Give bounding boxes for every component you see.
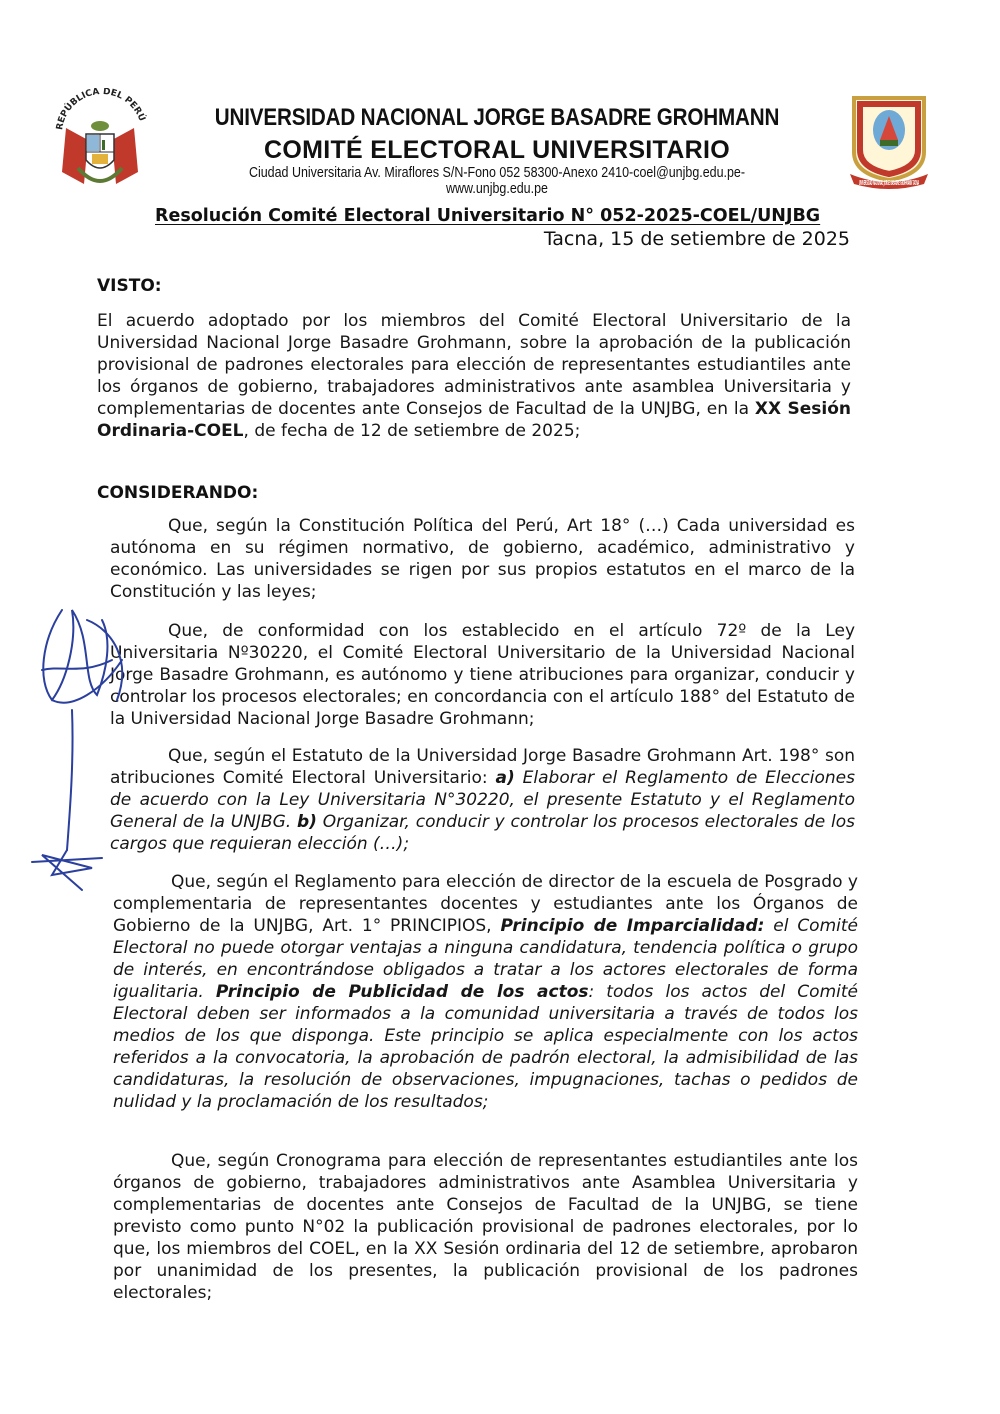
considerando-paragraph-1: Que, según la Constitución Política del Perú, Art 18° (…) Cada universidad es autónoma en su régimen normativo, de gobierno, académico, administrativo y económico. Las universidades se rigen por sus propios estatutos en el marco de la Constitución y las leyes; [110,516,855,602]
visto-paragraph: El acuerdo adoptado por los miembros del Comité Electoral Universitario de la Universidad Nacional Jorge Basadre Grohmann, sobre la aprobación de la publicación provisional de padrones electorales para elección de representantes estudiantiles ante los órganos de gobierno, trabajadores administrativos ante asamblea Universitaria y complementarias de docentes ante Consejos de Facultad de la UNJBG, en la XX Sesión Ordinaria-COEL, de fecha de 12 de setiembre de 2025; [97,311,851,441]
handwritten-signature [22,600,142,900]
institution-name: UNIVERSIDAD NACIONAL JORGE BASADRE GROHMANN [214,104,780,131]
university-seal-icon [846,86,932,190]
seal-left-text: REPÚBLICA DEL PERÚ [55,88,147,131]
considerando-paragraph-5: Que, según Cronograma para elección de representantes estudiantiles ante los órganos de gobierno, trabajadores administrativos ante Asamblea Universitaria y complementarias de docentes ante Consejos de Facultad de la UNJBG, se tiene previsto como punto N°02 la publicación provisional de padrones electorales, por lo que, los miembros del COEL, en la XX Sesión ordinaria del 12 de setiembre, aprobaron por unanimidad de los presentes, la publicación provisional de los padrones electorales; [113,1151,858,1303]
resolution-title: Resolución Comité Electoral Universitario N° 052-2025-COEL/UNJBG [155,206,821,226]
committee-name: COMITÉ ELECTORAL UNIVERSITARIO [264,136,730,164]
considerando-paragraph-2: Que, de conformidad con los establecido en el artículo 72º de la Ley Universitaria Nº30220, el Comité Electoral Universitario de la Universidad Nacional Jorge Basadre Grohmann, es autónomo y tiene atribuciones para organizar, conducir y controlar los procesos electorales; en concordancia con el artículo 188° del Estatuto de la Universidad Nacional Jorge Basadre Grohmann; [110,621,855,729]
considerando-paragraph-3: Que, según el Estatuto de la Universidad Jorge Basadre Grohmann Art. 198° son atribuciones Comité Electoral Universitario: a) Elaborar el Reglamento de Elecciones de acuerdo con la Ley Universitaria N°30220, el presente Estatuto y el Reglamento General de la UNJBG. b) Organizar, conducir y controlar los procesos electorales de los cargos que requieran elección (…); [110,746,855,854]
address-line: Ciudad Universitaria Av. Miraflores S/N-Fono 052 58300-Anexo 2410-coel@unjbg.edu.pe-www.unjbg.edu.pe [248,165,746,197]
visto-heading: VISTO: [97,276,162,296]
resolution-date: Tacna, 15 de setiembre de 2025 [543,228,850,250]
session-bold-text: XX Sesión Ordinaria-COEL [97,399,851,441]
seal-right-text: UNIVERSIDAD NACIONAL JORGE BASADRE GROHMANN TACNA [859,179,920,187]
considerando-paragraph-4: Que, según el Reglamento para elección de director de la escuela de Posgrado y complementaria de representantes docentes y estudiantes ante los Órganos de Gobierno de la UNJBG, Art. 1° PRINCIPIOS, Principio de Imparcialidad: el Comité Electoral no puede otorgar ventajas a ninguna candidatura, tendencia política o grupo de interés, en encontrándose obligados a tratar a los actores electorales de forma igualitaria. Principio de Publicidad de los actos: todos los actos del Comité Electoral deben ser informados a la comunidad universitaria a través de todos los medios de los que disponga. Este principio se aplica especialmente con los actos referidos a la convocatoria, la aprobación de padrón electoral, la admisibilidad de las candidaturas, la resolución de observaciones, impugnaciones, tachas o pedidos de nulidad y la proclamación de los resultados; [113,872,858,1112]
considerando-heading: CONSIDERANDO: [97,483,259,503]
peru-coat-of-arms-icon [48,88,152,196]
